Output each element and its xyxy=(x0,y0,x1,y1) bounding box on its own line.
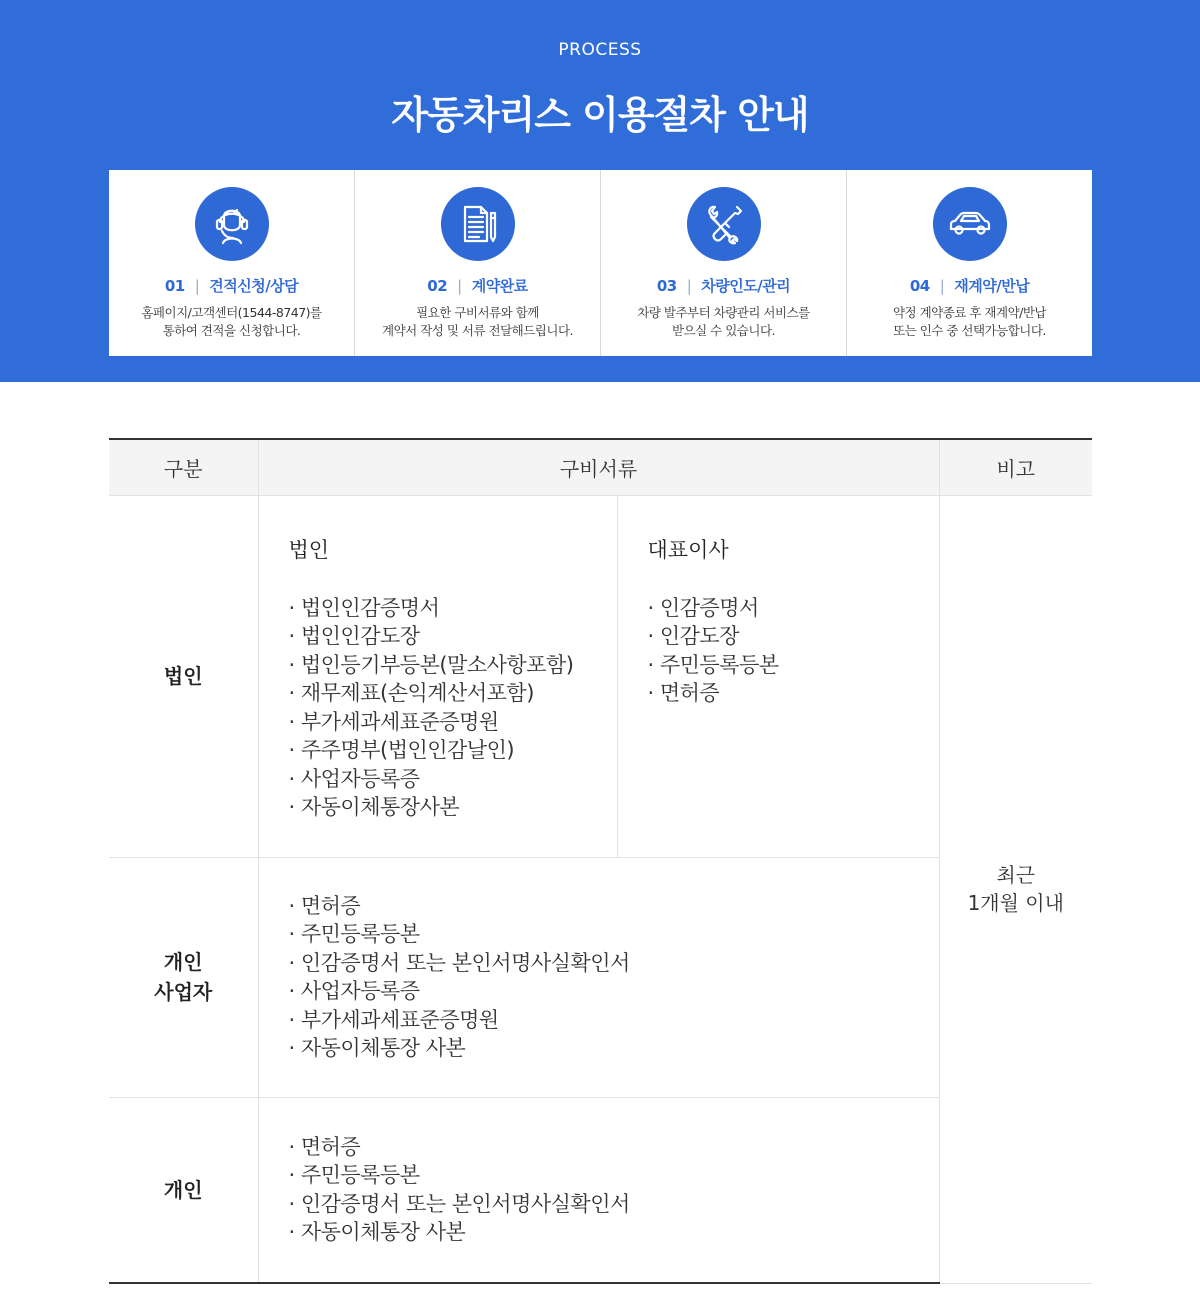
step-description-line: 홈페이지/고객센터(1544-8747)를 xyxy=(141,305,322,320)
required-documents-table xyxy=(109,438,1092,1284)
list-item: · 법인인감증명서 xyxy=(289,594,617,623)
step-description-line: 필요한 구비서류와 함께 xyxy=(416,305,539,320)
step-heading: 03 | 차량인도/관리 xyxy=(656,277,791,295)
row-category-label: 사업자 xyxy=(154,980,213,1004)
step-title: 견적신청/상담 xyxy=(209,277,299,295)
step-title: 재계약/반납 xyxy=(954,277,1030,295)
list-item: · 주주명부(법인인감날인) xyxy=(289,736,617,765)
document-group-title: 법인 xyxy=(288,537,330,562)
document-group xyxy=(617,495,939,857)
list-item: · 자동이체통장 사본 xyxy=(289,1034,939,1063)
row-category xyxy=(109,495,258,857)
header-documents: 구비서류 xyxy=(258,439,939,495)
list-item: · 사업자등록증 xyxy=(289,977,939,1006)
process-step-1 xyxy=(109,170,355,356)
process-steps xyxy=(109,170,1092,356)
step-number: 02 xyxy=(427,277,448,295)
process-step-2 xyxy=(355,170,601,356)
document-group xyxy=(258,495,617,857)
document-list xyxy=(289,594,617,822)
note-line: 1개월 이내 xyxy=(967,891,1064,915)
car-icon xyxy=(933,187,1007,261)
step-description-line: 또는 인수 중 선택가능합니다. xyxy=(893,323,1046,338)
step-heading: 02 | 계약완료 xyxy=(427,277,528,295)
list-item: · 자동이체통장사본 xyxy=(289,793,617,822)
step-description xyxy=(609,304,838,340)
table-row xyxy=(109,495,1092,857)
row-category xyxy=(109,1097,258,1283)
header-category: 구분 xyxy=(109,439,258,495)
process-banner xyxy=(0,0,1200,382)
list-item: · 법인인감도장 xyxy=(289,622,617,651)
row-category-label: 개인 xyxy=(163,1177,203,1202)
list-item: · 부가세과세표준증명원 xyxy=(289,1006,939,1035)
document-list xyxy=(289,892,939,1063)
list-item: · 면허증 xyxy=(648,679,939,708)
step-description-line: 차량 발주부터 차량관리 서비스를 xyxy=(637,305,810,320)
note-line: 최근 xyxy=(996,863,1036,887)
step-heading: 01 | 견적신청/상담 xyxy=(164,277,299,295)
row-category-label: 법인 xyxy=(163,664,203,688)
step-description xyxy=(117,304,346,340)
list-item: · 법인등기부등본(말소사항포함) xyxy=(289,651,617,680)
document-pen-icon xyxy=(441,187,515,261)
document-group xyxy=(258,1097,939,1283)
list-item: · 면허증 xyxy=(289,892,939,921)
headset-icon xyxy=(195,187,269,261)
step-description-line: 받으실 수 있습니다. xyxy=(671,323,776,338)
section-eyebrow: PROCESS xyxy=(558,40,642,60)
step-number: 03 xyxy=(656,277,677,295)
step-number: 01 xyxy=(164,277,185,295)
page-title: 자동차리스 이용절차 안내 xyxy=(391,93,809,137)
list-item: · 인감증명서 또는 본인서명사실확인서 xyxy=(289,1190,939,1219)
document-group xyxy=(258,857,939,1097)
list-item: · 인감증명서 xyxy=(648,594,939,623)
step-description xyxy=(363,304,592,340)
header-note: 비고 xyxy=(939,439,1092,495)
step-description-line: 계약서 작성 및 서류 전달해드립니다. xyxy=(382,323,573,338)
document-list xyxy=(648,594,939,708)
step-description-line: 약정 계약종료 후 재계약/반납 xyxy=(892,305,1047,320)
step-description-line: 통하여 견적을 신청합니다. xyxy=(162,323,301,338)
process-step-4 xyxy=(847,170,1092,356)
process-step-3 xyxy=(601,170,847,356)
document-list xyxy=(289,1133,939,1247)
list-item: · 재무제표(손익계산서포함) xyxy=(289,679,617,708)
row-category-label: 개인 xyxy=(163,950,203,974)
list-item: · 주민등록등본 xyxy=(289,1161,939,1190)
step-description xyxy=(855,304,1084,340)
list-item: · 인감도장 xyxy=(648,622,939,651)
list-item: · 주민등록등본 xyxy=(289,920,939,949)
step-heading: 04 | 재계약/반납 xyxy=(909,277,1030,295)
step-title: 계약완료 xyxy=(471,277,528,295)
list-item: · 자동이체통장 사본 xyxy=(289,1218,939,1247)
document-group-title: 대표이사 xyxy=(647,537,729,562)
tools-icon xyxy=(687,187,761,261)
step-number: 04 xyxy=(909,277,930,295)
list-item: · 인감증명서 또는 본인서명사실확인서 xyxy=(289,949,939,978)
list-item: · 사업자등록증 xyxy=(289,765,617,794)
row-category xyxy=(109,857,258,1097)
note-cell xyxy=(939,495,1092,1283)
list-item: · 부가세과세표준증명원 xyxy=(289,708,617,737)
list-item: · 면허증 xyxy=(289,1133,939,1162)
step-title: 차량인도/관리 xyxy=(701,277,791,295)
list-item: · 주민등록등본 xyxy=(648,651,939,680)
table-header-row xyxy=(109,439,1092,495)
